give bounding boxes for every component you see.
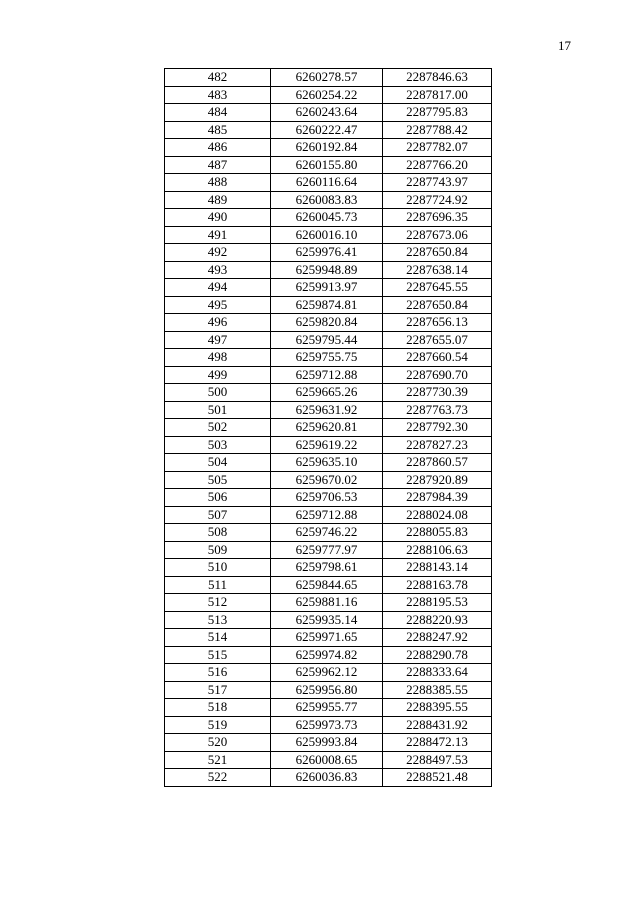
table-row — [165, 559, 492, 577]
y-coordinate-cell: 2288395.55 — [383, 699, 492, 717]
table-row — [165, 401, 492, 419]
x-coordinate-cell: 6260116.64 — [271, 174, 383, 192]
point-number-cell: 515 — [165, 646, 271, 664]
table-row — [165, 244, 492, 262]
table-row — [165, 436, 492, 454]
x-coordinate-cell: 6259635.10 — [271, 454, 383, 472]
x-coordinate-cell: 6259974.82 — [271, 646, 383, 664]
coordinates-table — [164, 68, 492, 787]
x-coordinate-cell: 6259619.22 — [271, 436, 383, 454]
point-number-cell: 493 — [165, 261, 271, 279]
table-row — [165, 471, 492, 489]
y-coordinate-cell: 2287650.84 — [383, 244, 492, 262]
y-coordinate-cell: 2287660.54 — [383, 349, 492, 367]
x-coordinate-cell: 6259956.80 — [271, 681, 383, 699]
table-row — [165, 121, 492, 139]
y-coordinate-cell: 2287743.97 — [383, 174, 492, 192]
y-coordinate-cell: 2287846.63 — [383, 69, 492, 87]
table-row — [165, 541, 492, 559]
x-coordinate-cell: 6259755.75 — [271, 349, 383, 367]
y-coordinate-cell: 2288385.55 — [383, 681, 492, 699]
point-number-cell: 505 — [165, 471, 271, 489]
table-row — [165, 769, 492, 787]
x-coordinate-cell: 6259795.44 — [271, 331, 383, 349]
point-number-cell: 509 — [165, 541, 271, 559]
y-coordinate-cell: 2288497.53 — [383, 751, 492, 769]
y-coordinate-cell: 2287690.70 — [383, 366, 492, 384]
point-number-cell: 491 — [165, 226, 271, 244]
x-coordinate-cell: 6259706.53 — [271, 489, 383, 507]
table-row — [165, 576, 492, 594]
table-row — [165, 506, 492, 524]
point-number-cell: 512 — [165, 594, 271, 612]
y-coordinate-cell: 2287696.35 — [383, 209, 492, 227]
y-coordinate-cell: 2287645.55 — [383, 279, 492, 297]
table-row — [165, 349, 492, 367]
x-coordinate-cell: 6259631.92 — [271, 401, 383, 419]
table-row — [165, 191, 492, 209]
table-row — [165, 524, 492, 542]
table-row — [165, 716, 492, 734]
point-number-cell: 504 — [165, 454, 271, 472]
point-number-cell: 518 — [165, 699, 271, 717]
y-coordinate-cell: 2287782.07 — [383, 139, 492, 157]
x-coordinate-cell: 6260045.73 — [271, 209, 383, 227]
y-coordinate-cell: 2288220.93 — [383, 611, 492, 629]
table-row — [165, 226, 492, 244]
table-row — [165, 366, 492, 384]
table-row — [165, 646, 492, 664]
x-coordinate-cell: 6260083.83 — [271, 191, 383, 209]
y-coordinate-cell: 2287920.89 — [383, 471, 492, 489]
table-row — [165, 664, 492, 682]
y-coordinate-cell: 2288055.83 — [383, 524, 492, 542]
y-coordinate-cell: 2287827.23 — [383, 436, 492, 454]
table-row — [165, 314, 492, 332]
x-coordinate-cell: 6260243.64 — [271, 104, 383, 122]
x-coordinate-cell: 6259665.26 — [271, 384, 383, 402]
point-number-cell: 483 — [165, 86, 271, 104]
table-row — [165, 734, 492, 752]
y-coordinate-cell: 2287638.14 — [383, 261, 492, 279]
x-coordinate-cell: 6259620.81 — [271, 419, 383, 437]
x-coordinate-cell: 6259777.97 — [271, 541, 383, 559]
y-coordinate-cell: 2287724.92 — [383, 191, 492, 209]
x-coordinate-cell: 6260155.80 — [271, 156, 383, 174]
table-row — [165, 209, 492, 227]
x-coordinate-cell: 6260278.57 — [271, 69, 383, 87]
y-coordinate-cell: 2288472.13 — [383, 734, 492, 752]
point-number-cell: 520 — [165, 734, 271, 752]
x-coordinate-cell: 6260036.83 — [271, 769, 383, 787]
y-coordinate-cell: 2288333.64 — [383, 664, 492, 682]
y-coordinate-cell: 2287673.06 — [383, 226, 492, 244]
point-number-cell: 482 — [165, 69, 271, 87]
table-row — [165, 751, 492, 769]
point-number-cell: 500 — [165, 384, 271, 402]
x-coordinate-cell: 6259962.12 — [271, 664, 383, 682]
x-coordinate-cell: 6260254.22 — [271, 86, 383, 104]
point-number-cell: 513 — [165, 611, 271, 629]
point-number-cell: 497 — [165, 331, 271, 349]
y-coordinate-cell: 2288247.92 — [383, 629, 492, 647]
x-coordinate-cell: 6259798.61 — [271, 559, 383, 577]
point-number-cell: 489 — [165, 191, 271, 209]
x-coordinate-cell: 6260016.10 — [271, 226, 383, 244]
table-row — [165, 279, 492, 297]
x-coordinate-cell: 6259670.02 — [271, 471, 383, 489]
y-coordinate-cell: 2287730.39 — [383, 384, 492, 402]
point-number-cell: 485 — [165, 121, 271, 139]
page-number: 17 — [558, 38, 571, 53]
coordinates-table-body — [165, 69, 492, 787]
y-coordinate-cell: 2288431.92 — [383, 716, 492, 734]
table-row — [165, 384, 492, 402]
point-number-cell: 490 — [165, 209, 271, 227]
table-row — [165, 139, 492, 157]
point-number-cell: 506 — [165, 489, 271, 507]
y-coordinate-cell: 2287984.39 — [383, 489, 492, 507]
table-row — [165, 104, 492, 122]
x-coordinate-cell: 6259712.88 — [271, 366, 383, 384]
table-row — [165, 699, 492, 717]
table-row — [165, 681, 492, 699]
y-coordinate-cell: 2287795.83 — [383, 104, 492, 122]
table-row — [165, 419, 492, 437]
x-coordinate-cell: 6259881.16 — [271, 594, 383, 612]
y-coordinate-cell: 2287817.00 — [383, 86, 492, 104]
x-coordinate-cell: 6259993.84 — [271, 734, 383, 752]
table-row — [165, 174, 492, 192]
y-coordinate-cell: 2287792.30 — [383, 419, 492, 437]
table-row — [165, 629, 492, 647]
x-coordinate-cell: 6259844.65 — [271, 576, 383, 594]
point-number-cell: 507 — [165, 506, 271, 524]
point-number-cell: 516 — [165, 664, 271, 682]
point-number-cell: 487 — [165, 156, 271, 174]
y-coordinate-cell: 2288163.78 — [383, 576, 492, 594]
table-row — [165, 86, 492, 104]
x-coordinate-cell: 6259746.22 — [271, 524, 383, 542]
y-coordinate-cell: 2288143.14 — [383, 559, 492, 577]
x-coordinate-cell: 6259955.77 — [271, 699, 383, 717]
x-coordinate-cell: 6259820.84 — [271, 314, 383, 332]
point-number-cell: 517 — [165, 681, 271, 699]
point-number-cell: 498 — [165, 349, 271, 367]
x-coordinate-cell: 6260008.65 — [271, 751, 383, 769]
point-number-cell: 522 — [165, 769, 271, 787]
point-number-cell: 514 — [165, 629, 271, 647]
point-number-cell: 486 — [165, 139, 271, 157]
point-number-cell: 502 — [165, 419, 271, 437]
point-number-cell: 492 — [165, 244, 271, 262]
y-coordinate-cell: 2287766.20 — [383, 156, 492, 174]
y-coordinate-cell: 2288521.48 — [383, 769, 492, 787]
y-coordinate-cell: 2287860.57 — [383, 454, 492, 472]
table-row — [165, 331, 492, 349]
x-coordinate-cell: 6259712.88 — [271, 506, 383, 524]
x-coordinate-cell: 6259948.89 — [271, 261, 383, 279]
point-number-cell: 484 — [165, 104, 271, 122]
y-coordinate-cell: 2288024.08 — [383, 506, 492, 524]
x-coordinate-cell: 6259976.41 — [271, 244, 383, 262]
point-number-cell: 496 — [165, 314, 271, 332]
y-coordinate-cell: 2288290.78 — [383, 646, 492, 664]
x-coordinate-cell: 6259935.14 — [271, 611, 383, 629]
point-number-cell: 519 — [165, 716, 271, 734]
y-coordinate-cell: 2288195.53 — [383, 594, 492, 612]
table-row — [165, 296, 492, 314]
y-coordinate-cell: 2287655.07 — [383, 331, 492, 349]
table-row — [165, 454, 492, 472]
point-number-cell: 488 — [165, 174, 271, 192]
point-number-cell: 503 — [165, 436, 271, 454]
table-row — [165, 261, 492, 279]
y-coordinate-cell: 2287788.42 — [383, 121, 492, 139]
point-number-cell: 501 — [165, 401, 271, 419]
y-coordinate-cell: 2287656.13 — [383, 314, 492, 332]
x-coordinate-cell: 6259973.73 — [271, 716, 383, 734]
point-number-cell: 511 — [165, 576, 271, 594]
point-number-cell: 495 — [165, 296, 271, 314]
x-coordinate-cell: 6260222.47 — [271, 121, 383, 139]
table-row — [165, 156, 492, 174]
point-number-cell: 521 — [165, 751, 271, 769]
y-coordinate-cell: 2287763.73 — [383, 401, 492, 419]
point-number-cell: 494 — [165, 279, 271, 297]
table-row — [165, 611, 492, 629]
y-coordinate-cell: 2288106.63 — [383, 541, 492, 559]
x-coordinate-cell: 6259913.97 — [271, 279, 383, 297]
point-number-cell: 508 — [165, 524, 271, 542]
x-coordinate-cell: 6259971.65 — [271, 629, 383, 647]
point-number-cell: 499 — [165, 366, 271, 384]
y-coordinate-cell: 2287650.84 — [383, 296, 492, 314]
table-row — [165, 489, 492, 507]
table-row — [165, 69, 492, 87]
point-number-cell: 510 — [165, 559, 271, 577]
x-coordinate-cell: 6260192.84 — [271, 139, 383, 157]
table-row — [165, 594, 492, 612]
x-coordinate-cell: 6259874.81 — [271, 296, 383, 314]
